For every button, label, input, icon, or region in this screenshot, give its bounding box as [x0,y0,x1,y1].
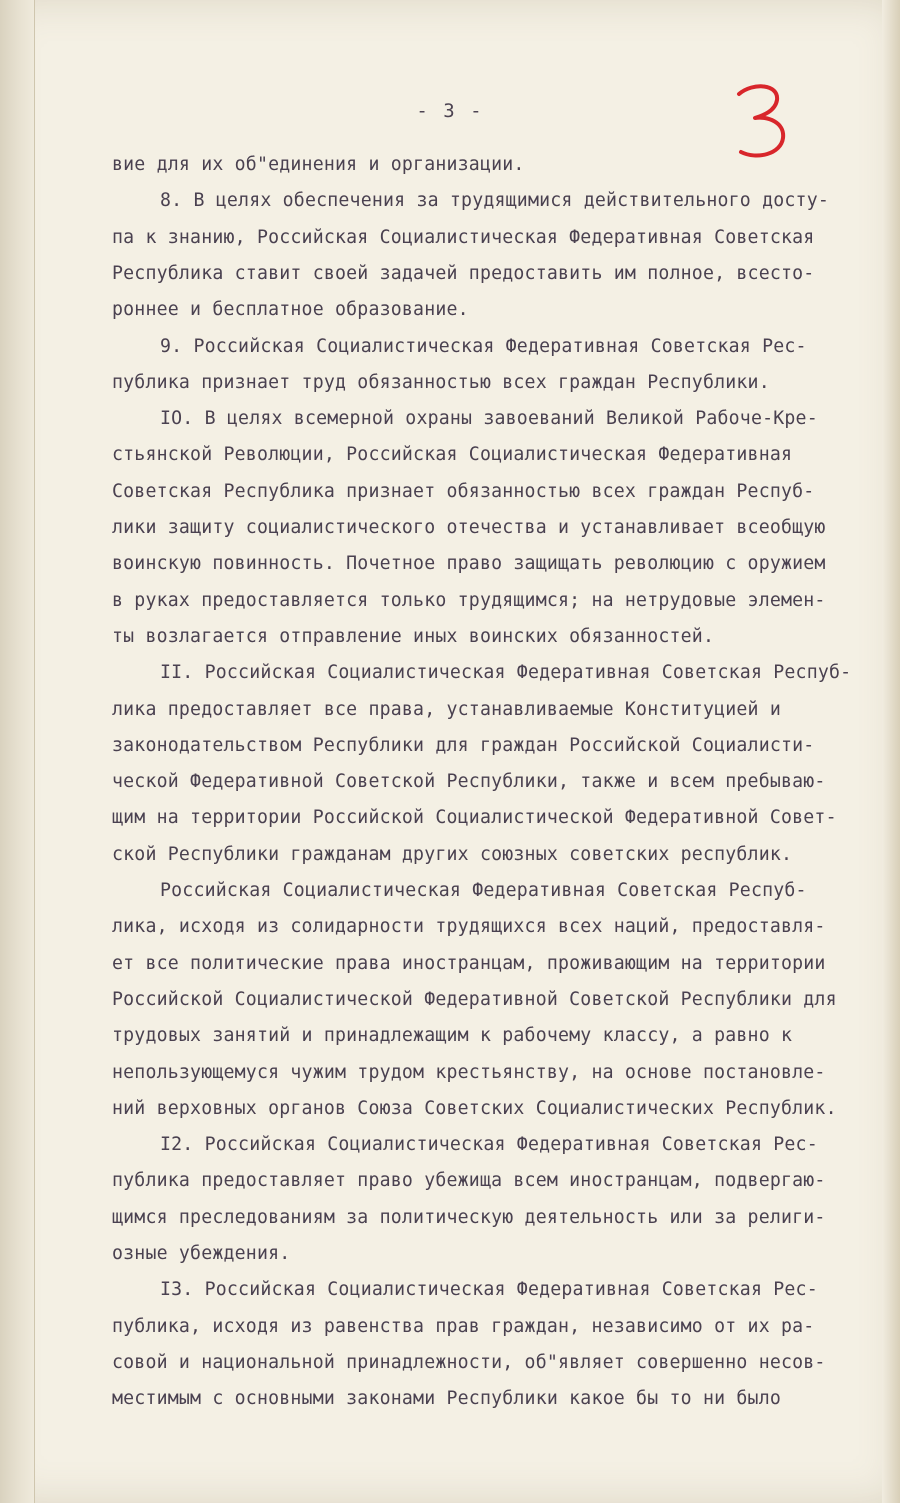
text-line: Российская Социалистическая Федеративная Советская Респуб- [160,880,807,901]
text-line: ской Республики гражданам других союзных советских республик. [112,843,793,865]
text-line: в руках предоставляется только трудящимся; на нетрудовые элемен- [112,589,826,611]
text-line: местимым с основными законами Республики какое бы то ни было [112,1388,781,1410]
text-line: непользующемуся чужим трудом крестьянству, на основе постановле- [112,1061,826,1083]
text-line: 9. Российская Социалистическая Федеративная Советская Рес- [160,335,807,357]
text-line: Республика ставит своей задачей предоставить им полное, всесто- [112,262,815,284]
text-line: ет все политические права иностранцам, проживающим на территории [112,952,826,974]
text-line: II. Российская Социалистическая Федеративная Советская Респуб- [160,662,852,684]
text-line: озные убеждения. [112,1243,291,1264]
folio-number-mark [727,80,797,160]
text-line: лики защиту социалистического отечества и устанавливает всеобщую [112,517,826,538]
text-line: щим на территории Российской Социалистической Федеративной Совет- [112,807,837,829]
text-line: трудовых занятий и принадлежащим к рабочему классу, а равно к [112,1025,793,1047]
text-line: воинскую повинность. Почетное право защищать революцию с оружием [112,553,826,575]
text-line: Российской Социалистической Федеративной Советской Республики для [112,988,837,1010]
text-line: па к знанию, Российская Социалистическая Федеративная Советская [112,226,815,248]
text-line: совой и национальной принадлежности, об"являет совершенно несов- [112,1351,826,1373]
text-line: лика предоставляет все права, устанавливаемые Конституцией и [112,698,781,720]
text-line: IO. В целях всемерной охраны завоеваний Великой Рабоче-Кре- [160,408,818,430]
text-line: публика признает труд обязанностью всех граждан Республики. [112,371,770,393]
text-line: ческой Федеративной Советской Республики, также и всем пребываю- [112,771,826,793]
text-line: ты возлагается отправление иных воинских обязанностей. [112,625,715,647]
text-line: законодательством Республики для граждан Российской Социалисти- [112,734,815,756]
text-line: 8. В целях обеспечения за трудящимися действительного досту- [160,190,829,212]
text-line: ний верховных органов Союза Советских Социалистических Республик. [112,1097,837,1119]
page-number: - 3 - [416,100,484,122]
text-line: лика, исходя из солидарности трудящихся всех наций, предоставля- [112,916,826,938]
text-line: щимся преследованиям за политическую деятельность или за религи- [112,1206,826,1228]
text-line: стьянской Революции, Российская Социалистическая Федеративная [112,444,793,466]
binding-edge [0,0,35,1503]
text-line: публика, исходя из равенства прав граждан, независимо от их ра- [112,1315,815,1337]
text-line: I2. Российская Социалистическая Федеративная Советская Рес- [160,1134,818,1156]
text-line: Советская Республика признает обязанностью всех граждан Респуб- [112,480,815,502]
page-edge [882,0,900,1503]
text-line: вие для их об"единения и организации. [112,154,525,175]
text-line: роннее и бесплатное образование. [112,299,469,321]
text-line: публика предоставляет право убежища всем иностранцам, подвергаю- [112,1170,826,1192]
text-line: I3. Российская Социалистическая Федеративная Советская Рес- [160,1279,818,1301]
